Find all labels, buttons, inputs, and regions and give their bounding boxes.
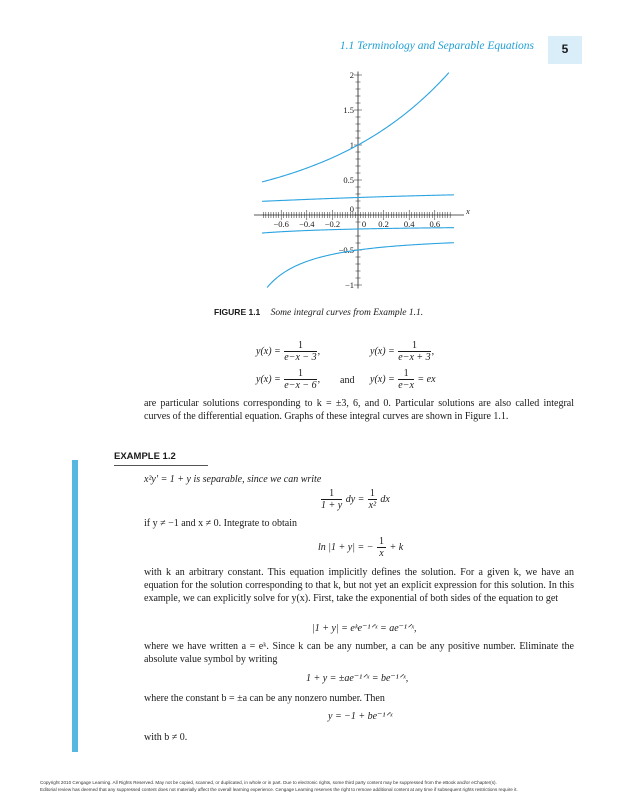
separator: ,	[431, 345, 435, 357]
equation-1	[256, 340, 320, 363]
denominator: 1 + y	[321, 500, 343, 511]
denominator: e−x + 3	[398, 352, 431, 363]
paragraph-absolute-value: where we have written a = eᵏ. Since k can be any number, a can be any positive number. Eliminate the absolute value symbol by writing	[144, 641, 574, 665]
separator: ,	[317, 345, 321, 357]
explicit-solution: y = −1 + be⁻¹ᐟˣ	[328, 711, 393, 722]
x-axis-label: x	[466, 206, 470, 216]
fraction	[321, 488, 342, 511]
page-number: 5	[561, 42, 569, 56]
copyright-line-1: Copyright 2010 Cengage Learning. All Rights Reserved. May not be copied, scanned, or duplicated, in whole or in part. Due to electronic rights, some third party content may be suppressed from the eBook and/or eChapter(s).	[40, 780, 497, 785]
equation-lhs: y(x) =	[370, 345, 395, 357]
example-title-rule	[114, 465, 208, 466]
y-tick-label: 0	[349, 204, 354, 214]
numerator: 1	[284, 340, 316, 352]
separator: ,	[317, 373, 321, 385]
numerator: 1	[284, 368, 316, 380]
y-tick-label: 1.5	[343, 105, 354, 115]
denominator: x	[379, 548, 384, 559]
equation-lhs: y(x) =	[256, 345, 281, 357]
y-tick-label: 1	[349, 140, 354, 150]
equation-lhs: ln |1 + y| = −	[318, 541, 374, 553]
y-tick-label: 2	[349, 70, 354, 80]
x-tick-label: −0.2	[324, 219, 341, 229]
x-tick-label: −0.4	[299, 219, 315, 229]
equation-3	[256, 368, 320, 391]
fraction	[284, 340, 316, 363]
example-line-3: where the constant b = ±a can be any nonzero number. Then	[144, 693, 385, 704]
example-line-1: x²y′ = 1 + y is separable, since we can write	[144, 474, 322, 485]
denominator: e−x − 6	[284, 380, 317, 391]
integral-curves-chart	[240, 68, 490, 300]
fraction	[368, 488, 377, 511]
numerator: 1	[398, 368, 414, 380]
paragraph-integral-curves: are particular solutions corresponding to k = ±3, 6, and 0. Particular solutions are also called integral curves of the differential equation. Graphs of these integral curves are shown in Figure 1.1.	[144, 398, 574, 422]
numerator: 1	[398, 340, 430, 352]
x-tick-label: 0.6	[429, 219, 441, 229]
x-tick-label: 0	[361, 219, 367, 229]
equation-lhs: y(x) =	[370, 373, 395, 385]
equation-end: dx	[380, 493, 390, 505]
signed-equation: 1 + y = ±ae⁻¹ᐟˣ = be⁻¹ᐟˣ,	[306, 673, 409, 684]
header-title: 1.1 Terminology and Separable Equations	[339, 40, 534, 52]
y-tick-label: 0.5	[343, 175, 354, 185]
separable-equation	[320, 488, 390, 511]
figure-caption-text: Some integral curves from Example 1.1.	[270, 308, 424, 318]
denominator: e−x − 3	[284, 352, 317, 363]
fraction	[377, 536, 386, 559]
fraction	[398, 368, 414, 391]
y-tick-label: −1	[344, 280, 354, 290]
figure-label: FIGURE 1.1	[214, 307, 261, 317]
denominator: e−x	[398, 380, 414, 391]
and-word: and	[340, 375, 355, 386]
equation-middle: dy =	[345, 493, 365, 505]
x-tick-label: 0.2	[378, 219, 389, 229]
curve-y-e-x	[262, 73, 449, 182]
example-line-2: if y ≠ −1 and x ≠ 0. Integrate to obtain	[144, 518, 297, 529]
running-header	[0, 36, 622, 66]
integrated-equation	[318, 536, 403, 559]
denominator: x²	[368, 500, 377, 511]
example-line-4: with b ≠ 0.	[144, 732, 188, 743]
y-tick-label: −0.5	[338, 245, 354, 255]
example-sidebar-accent	[72, 460, 78, 752]
figure-caption	[214, 307, 423, 318]
equation-2	[370, 340, 434, 363]
numerator: 1	[378, 536, 384, 547]
fraction	[398, 340, 430, 363]
curve-y-1-e-x-3-	[267, 243, 454, 288]
example-title: EXAMPLE 1.2	[114, 451, 176, 462]
equation-lhs: y(x) =	[256, 373, 281, 385]
copyright-line-2: Editorial review has deemed that any suppressed content does not materially affect the overall learning experience. Cengage Learning reserves the right to remove additional content at any time if subsequent rights restrictions require it.	[40, 787, 518, 792]
numerator: 1	[369, 488, 375, 499]
x-tick-label: 0.4	[403, 219, 415, 229]
equation-rhs: = ex	[417, 373, 436, 385]
page-number-box	[548, 36, 582, 64]
fraction	[284, 368, 316, 391]
equation-end: + k	[389, 541, 404, 553]
paragraph-implicit-solution: with k an arbitrary constant. This equation implicitly defines the solution. For a given k, we have an equation for the solution corresponding to that k, but not yet an explicit expression for this solution. In this example, we can explicitly solve for y(x). First, take the exponential of both sides of the equation to get	[144, 567, 574, 604]
equation-4	[370, 368, 436, 391]
x-tick-label: −0.6	[273, 219, 289, 229]
exponential-equation: |1 + y| = eᵏe⁻¹ᐟˣ = ae⁻¹ᐟˣ,	[312, 623, 417, 634]
numerator: 1	[321, 488, 342, 500]
